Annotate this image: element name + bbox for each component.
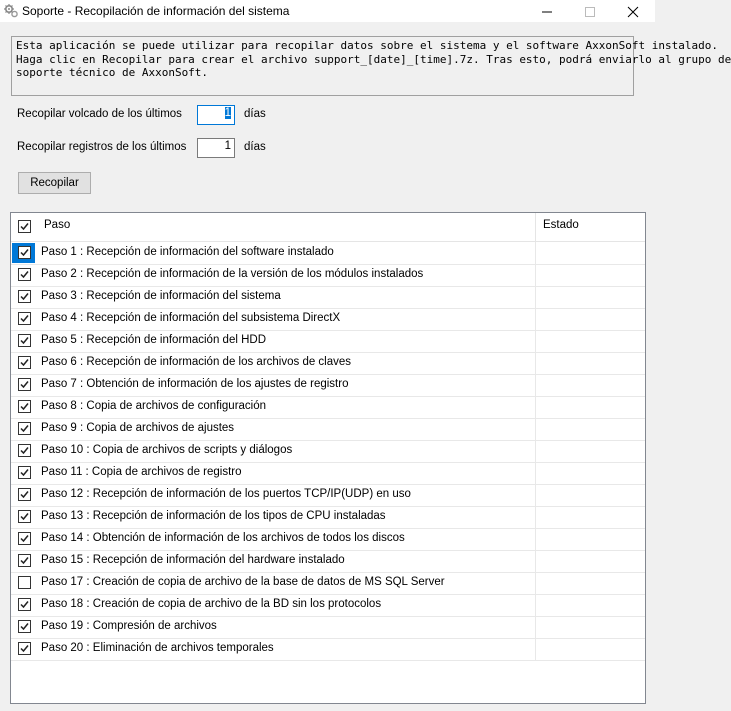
table-row[interactable] bbox=[11, 616, 645, 639]
check-icon bbox=[19, 269, 30, 280]
check-icon bbox=[19, 335, 30, 346]
window-title: Soporte - Recopilación de información del sistema bbox=[22, 4, 290, 18]
step-checkbox[interactable] bbox=[18, 554, 31, 567]
select-all-checkbox[interactable] bbox=[18, 220, 31, 233]
dump-days-value: 1 bbox=[224, 107, 231, 119]
step-label: Paso 9 : Copia de archivos de ajustes bbox=[41, 422, 235, 434]
title-bar bbox=[0, 0, 655, 22]
column-divider bbox=[535, 396, 536, 418]
check-icon bbox=[19, 489, 30, 500]
maximize-button[interactable] bbox=[567, 0, 613, 22]
check-icon bbox=[19, 357, 30, 368]
table-row[interactable] bbox=[11, 286, 645, 309]
table-row[interactable] bbox=[11, 418, 645, 441]
step-label: Paso 6 : Recepción de información de los archivos de claves bbox=[41, 356, 352, 368]
step-label: Paso 3 : Recepción de información del sistema bbox=[41, 290, 281, 302]
collect-button[interactable]: Recopilar bbox=[18, 172, 91, 194]
step-checkbox[interactable] bbox=[18, 400, 31, 413]
check-icon bbox=[19, 379, 30, 390]
info-description bbox=[11, 36, 731, 96]
column-divider bbox=[535, 616, 536, 638]
step-label: Paso 1 : Recepción de información del software instalado bbox=[41, 246, 334, 258]
step-label: Paso 7 : Obtención de información de los ajustes de registro bbox=[41, 378, 349, 390]
column-divider bbox=[535, 286, 536, 308]
step-checkbox[interactable] bbox=[18, 290, 31, 303]
minimize-button[interactable] bbox=[524, 0, 570, 22]
step-checkbox[interactable] bbox=[18, 444, 31, 457]
step-label: Paso 17 : Creación de copia de archivo de la base de datos de MS SQL Server bbox=[41, 576, 445, 588]
column-divider bbox=[535, 440, 536, 462]
dump-days-input[interactable] bbox=[197, 105, 235, 125]
steps-list bbox=[10, 212, 646, 704]
table-row[interactable] bbox=[11, 484, 645, 507]
check-icon bbox=[19, 555, 30, 566]
table-row[interactable] bbox=[11, 440, 645, 463]
info-line: Haga clic en Recopilar para crear el archivo support_[date]_[time].7z. Tras esto, podrá enviarlo al grupo de bbox=[16, 52, 731, 66]
column-divider[interactable] bbox=[535, 213, 536, 241]
step-label: Paso 11 : Copia de archivos de registro bbox=[41, 466, 242, 478]
step-checkbox[interactable] bbox=[18, 268, 31, 281]
table-row[interactable] bbox=[11, 330, 645, 353]
check-icon bbox=[19, 247, 30, 258]
column-header-step[interactable]: Paso bbox=[44, 219, 71, 231]
step-checkbox[interactable] bbox=[18, 466, 31, 479]
column-header-status[interactable]: Estado bbox=[543, 219, 579, 231]
step-label: Paso 20 : Eliminación de archivos temporales bbox=[41, 642, 274, 654]
column-divider bbox=[535, 264, 536, 286]
column-divider bbox=[535, 352, 536, 374]
step-checkbox[interactable] bbox=[18, 378, 31, 391]
table-row[interactable] bbox=[11, 528, 645, 551]
table-row[interactable] bbox=[11, 374, 645, 397]
step-label: Paso 12 : Recepción de información de los puertos TCP/IP(UDP) en uso bbox=[41, 488, 411, 500]
step-label: Paso 15 : Recepción de información del hardware instalado bbox=[41, 554, 345, 566]
column-divider bbox=[535, 374, 536, 396]
table-row[interactable] bbox=[11, 352, 645, 375]
check-icon bbox=[19, 423, 30, 434]
check-icon bbox=[19, 621, 30, 632]
step-checkbox[interactable] bbox=[18, 334, 31, 347]
step-label: Paso 5 : Recepción de información del HDD bbox=[41, 334, 267, 346]
step-label: Paso 13 : Recepción de información de los tipos de CPU instaladas bbox=[41, 510, 386, 522]
maximize-icon bbox=[585, 7, 595, 17]
check-icon bbox=[19, 533, 30, 544]
column-divider bbox=[535, 506, 536, 528]
table-row[interactable] bbox=[11, 462, 645, 485]
step-checkbox[interactable] bbox=[18, 620, 31, 633]
step-checkbox[interactable] bbox=[18, 246, 31, 259]
check-icon bbox=[19, 511, 30, 522]
dump-label: Recopilar volcado de los últimos bbox=[17, 108, 182, 120]
table-row[interactable] bbox=[11, 308, 645, 331]
step-checkbox[interactable] bbox=[18, 510, 31, 523]
check-icon bbox=[19, 643, 30, 654]
logs-unit-label: días bbox=[244, 141, 266, 153]
step-label: Paso 10 : Copia de archivos de scripts y diálogos bbox=[41, 444, 293, 456]
step-checkbox[interactable] bbox=[18, 312, 31, 325]
check-icon bbox=[19, 599, 30, 610]
column-divider bbox=[535, 418, 536, 440]
check-icon bbox=[19, 313, 30, 324]
step-checkbox[interactable] bbox=[18, 576, 31, 589]
column-divider bbox=[535, 638, 536, 660]
column-divider bbox=[535, 594, 536, 616]
step-label: Paso 18 : Creación de copia de archivo de la BD sin los protocolos bbox=[41, 598, 382, 610]
step-label: Paso 8 : Copia de archivos de configuración bbox=[41, 400, 267, 412]
check-icon bbox=[19, 467, 30, 478]
column-divider bbox=[535, 308, 536, 330]
close-button[interactable] bbox=[610, 0, 656, 22]
column-divider bbox=[535, 572, 536, 594]
minimize-icon bbox=[542, 7, 552, 17]
dump-unit-label: días bbox=[244, 108, 266, 120]
step-checkbox[interactable] bbox=[18, 488, 31, 501]
column-divider bbox=[535, 484, 536, 506]
check-icon bbox=[19, 401, 30, 412]
step-checkbox[interactable] bbox=[18, 642, 31, 655]
info-line: soporte técnico de AxxonSoft. bbox=[16, 66, 209, 79]
table-row[interactable] bbox=[11, 242, 645, 265]
close-icon bbox=[628, 7, 638, 17]
column-divider bbox=[535, 462, 536, 484]
check-icon bbox=[19, 221, 30, 232]
check-icon bbox=[19, 445, 30, 456]
step-checkbox[interactable] bbox=[18, 598, 31, 611]
logs-days-input[interactable] bbox=[197, 138, 235, 158]
step-checkbox[interactable] bbox=[18, 532, 31, 545]
table-row[interactable] bbox=[11, 638, 645, 661]
gear-icon bbox=[3, 3, 19, 19]
logs-days-value: 1 bbox=[224, 140, 231, 152]
column-divider bbox=[535, 528, 536, 550]
step-label: Paso 2 : Recepción de información de la versión de los módulos instalados bbox=[41, 268, 424, 280]
list-header bbox=[11, 213, 645, 242]
table-row[interactable] bbox=[11, 550, 645, 573]
step-label: Paso 19 : Compresión de archivos bbox=[41, 620, 217, 632]
column-divider bbox=[535, 330, 536, 352]
step-label: Paso 4 : Recepción de información del subsistema DirectX bbox=[41, 312, 341, 324]
table-row[interactable] bbox=[11, 264, 645, 287]
info-line: Esta aplicación se puede utilizar para recopilar datos sobre el sistema y el software AxxonSoft instalado. bbox=[16, 39, 718, 52]
column-divider bbox=[535, 242, 536, 264]
step-checkbox[interactable] bbox=[18, 422, 31, 435]
check-icon bbox=[19, 291, 30, 302]
logs-label: Recopilar registros de los últimos bbox=[17, 141, 187, 153]
table-row[interactable] bbox=[11, 396, 645, 419]
step-checkbox[interactable] bbox=[18, 356, 31, 369]
step-label: Paso 14 : Obtención de información de los archivos de todos los discos bbox=[41, 532, 405, 544]
table-row[interactable] bbox=[11, 594, 645, 617]
table-row[interactable] bbox=[11, 506, 645, 529]
table-row[interactable] bbox=[11, 572, 645, 595]
column-divider bbox=[535, 550, 536, 572]
